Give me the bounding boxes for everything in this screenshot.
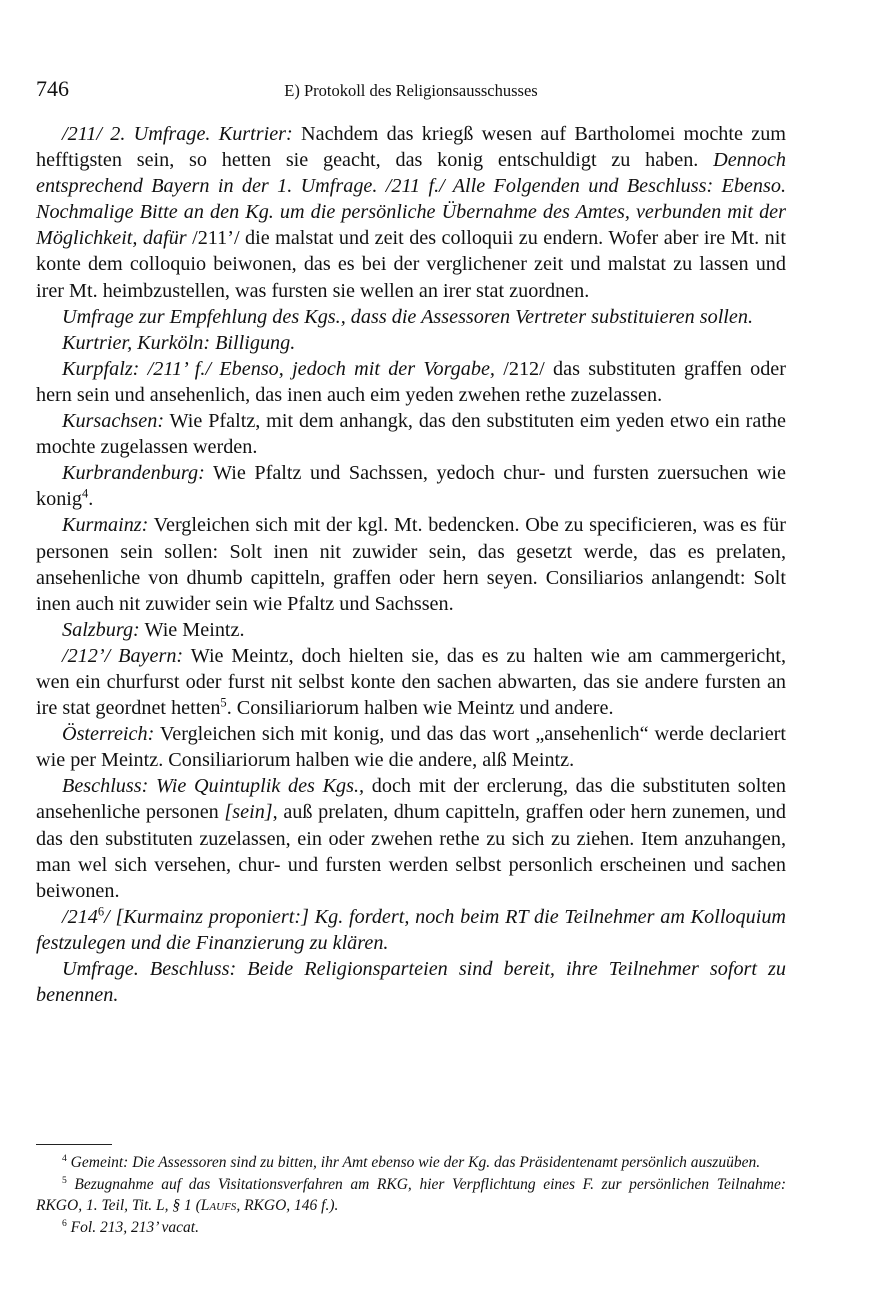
paragraph-p12 bbox=[36, 904, 786, 956]
text-run: /212’/ Bayern: bbox=[62, 644, 184, 667]
paragraph-p10 bbox=[36, 721, 786, 773]
note-marker: 4 bbox=[62, 1152, 67, 1164]
text-run: Umfrage zur Empfehlung des Kgs., dass die Assessoren Vertreter substituieren sollen. bbox=[62, 305, 754, 328]
paragraph-p4 bbox=[36, 356, 786, 408]
main-text bbox=[36, 121, 786, 1008]
page-header bbox=[36, 76, 786, 106]
note-marker: 5 bbox=[62, 1174, 67, 1186]
paragraph-p8 bbox=[36, 617, 786, 643]
text-run: Kurpfalz: /211’ f./ Ebenso, jedoch mit der Vorgabe, bbox=[62, 357, 495, 380]
text-run: . bbox=[88, 488, 94, 511]
text-run: /212/ das substituten graffen oder hern sein und ansehenlich, das inen auch eim yeden zwehen rethe zuzelassen. bbox=[36, 357, 786, 406]
paragraph-p7 bbox=[36, 512, 786, 616]
text-run: /211/ 2. Umfrage. Kurtrier: bbox=[62, 123, 293, 145]
text-run: . Consiliariorum halben wie Meintz und andere. bbox=[226, 697, 614, 720]
paragraph-p9 bbox=[36, 643, 786, 721]
paragraph-p3 bbox=[36, 330, 786, 356]
text-run: Kursachsen: bbox=[62, 410, 165, 433]
text-run: Kurtrier, Kurköln: Billigung. bbox=[62, 331, 296, 354]
text-run: Wie Pfaltz, mit dem anhangk, das den substituten eim yeden etwo ein rathe mochte zugelassen werden. bbox=[36, 410, 786, 459]
footnote-divider bbox=[36, 1144, 112, 1145]
text-run: [sein] bbox=[224, 801, 273, 824]
text-run: Fol. 213, 213’ vacat. bbox=[66, 1218, 199, 1236]
paragraph-p1 bbox=[36, 121, 786, 304]
text-run: Gemeint: Die Assessoren sind zu bitten, ihr Amt ebenso wie der Kg. das Präsidentenamt persönlich auszuüben. bbox=[66, 1154, 761, 1171]
text-run: Wie Meintz, doch hielten sie, das es zu halten wie am cammergericht, wen ein churfurst oder furst nit selbst konte den sachen abwarten, das sie andere fursten an ire stat geordnet hetten bbox=[36, 644, 786, 720]
note-marker: 6 bbox=[97, 904, 105, 919]
text-run: Umfrage. Beschluss: Beide Religionsparteien sind bereit, ihre Teilnehmer sofort zu benennen. bbox=[36, 958, 786, 1007]
text-run: /214 bbox=[62, 905, 98, 928]
paragraph-p2 bbox=[36, 304, 786, 330]
footnote-fn5 bbox=[36, 1174, 786, 1217]
text-run: , RKGO, 146 f.). bbox=[236, 1197, 339, 1214]
text-run: / [Kurmainz proponiert:] Kg. fordert, noch beim RT die Teilnehmer am Kolloquium festzulegen und die Finanzierung zu klären. bbox=[36, 905, 786, 954]
note-marker: 6 bbox=[62, 1217, 67, 1229]
text-run: Laufs bbox=[200, 1197, 237, 1214]
paragraph-p11 bbox=[36, 773, 786, 903]
text-run: Wie Pfaltz und Sachssen, yedoch chur- und fursten zuersuchen wie konig bbox=[36, 462, 786, 511]
footnotes bbox=[36, 1152, 786, 1238]
text-run: Österreich: bbox=[62, 723, 155, 746]
paragraph-p13 bbox=[36, 956, 786, 1008]
text-run: Salzburg: bbox=[62, 618, 140, 641]
footnote-fn6 bbox=[36, 1217, 786, 1239]
page-number: 746 bbox=[36, 76, 69, 101]
text-run: Beschluss: Wie Quintuplik des Kgs., bbox=[62, 775, 365, 798]
note-marker: 4 bbox=[81, 486, 89, 501]
running-head: E) Protokoll des Religionsausschusses bbox=[284, 81, 538, 100]
text-run: Vergleichen sich mit der kgl. Mt. bedencken. Obe zu specificieren, was es für personen sein sollen: Solt inen nit zuwider sein, das gesetzt werde, das es prelaten, ansehenliche von dhumb capitteln, graffen oder hern seyen. Consiliarios anlangendt: Solt inen auch nit zuwider sein wie Pfaltz und Sachssen. bbox=[36, 514, 786, 615]
footnote-fn4 bbox=[36, 1152, 786, 1174]
text-run: , auß prelaten, dhum capitteln, graffen oder hern zunemen, und das den substituten zuzelassen, ein oder zwehen rethe zu sich zu ziehen. Item anzuhangen, man wel sich versehen, chur- und fursten werden selbst personlich erscheinen und sachen beiwonen. bbox=[36, 801, 786, 902]
text-run: Wie Meintz. bbox=[139, 618, 245, 641]
text-run: Kurbrandenburg: bbox=[62, 462, 205, 485]
note-marker: 5 bbox=[220, 695, 227, 710]
text-run: doch mit der erclerung, das die substituten solten ansehenliche personen bbox=[36, 775, 786, 824]
text-run: /211’/ die malstat und zeit des colloquii zu endern. Wofer aber ire Mt. nit konte dem colloquio beiwonen, das es bei der verglichener zeit und malstat zu lassen und irer Mt. heimbzustellen, was fursten sie wellen an irer stat zuordnen. bbox=[36, 227, 786, 302]
text-run: Dennoch entsprechend Bayern in der 1. Umfrage. /211 f./ Alle Folgenden und Beschluss: Ebenso. Nochmalige Bitte an den Kg. um die persönliche Übernahme des Amtes, verbunden mit der Möglichkeit, dafür bbox=[36, 149, 786, 250]
paragraph-p5 bbox=[36, 408, 786, 460]
paragraph-p6 bbox=[36, 460, 786, 512]
text-run: Vergleichen sich mit konig, und das das wort „ansehenlich“ werde declariert wie per Meintz. Consiliariorum halben wie die andere, alß Meintz. bbox=[36, 723, 786, 772]
text-run: Nachdem das kriegß wesen auf Bartholomei mochte zum hefftigsten sein, so hetten sie geacht, das konig entschuldigt zu haben. bbox=[36, 123, 786, 172]
text-run: Bezugnahme auf das Visitationsverfahren am RKG, hier Verpflichtung eines F. zur persönlichen Teilnahme: RKGO, 1. Teil, Tit. L, § 1 ( bbox=[36, 1175, 786, 1214]
text-run: Kurmainz: bbox=[62, 514, 149, 537]
